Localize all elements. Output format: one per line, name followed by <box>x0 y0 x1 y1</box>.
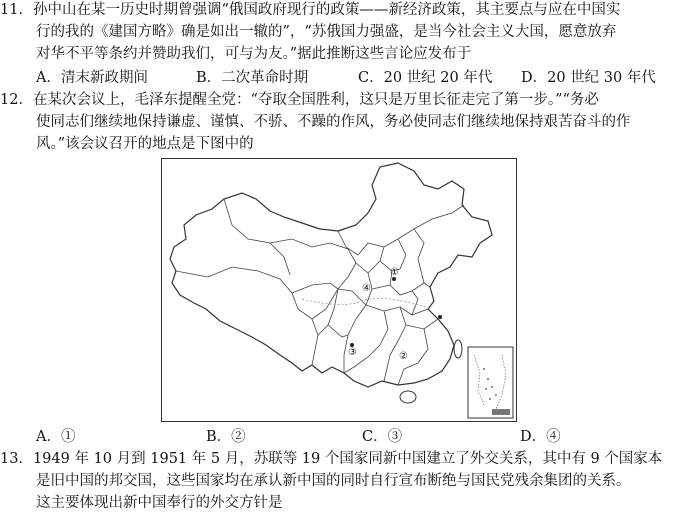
q12-option-d[interactable]: D．④ <box>520 429 561 445</box>
q11-stem-line3: 对华不平等条约并赞助我们，可与为友。”据此推断这些言论应发布于 <box>36 46 472 62</box>
q11-option-c[interactable]: C．20 世纪 20 年代 <box>358 70 493 86</box>
q12-stem-line2: 使同志们继续地保持谦虚、谨慎、不骄、不躁的作风，务必使同志们继续地保持艰苦奋斗的作 <box>36 114 631 130</box>
hainan-island <box>400 391 416 403</box>
inset-caption-block <box>492 409 510 415</box>
q11-options <box>36 68 676 88</box>
province-borders <box>176 199 464 385</box>
q11-option-a[interactable]: A．清末新政期间 <box>36 70 148 86</box>
q12-option-a[interactable]: A．① <box>36 429 76 445</box>
map-marker-3: ③ <box>348 347 357 358</box>
q12-stem-line3: 风。”该会议召开的地点是下图中的 <box>36 136 254 152</box>
q13-stem-line1: 13．1949 年 10 月到 1951 年 5 月，苏联等 19 个国家同新中国建立了外交关系，其中有 9 个国家本 <box>0 451 663 467</box>
map-marker-4: ④ <box>362 283 371 294</box>
china-map-drawing <box>162 159 515 420</box>
q12-stem-line1: 12．在某次会议上，毛泽东提醒全党：“夺取全国胜利，这只是万里长征走完了第一步。”“务必 <box>0 92 599 108</box>
q12-option-b[interactable]: B．② <box>206 429 246 445</box>
city-dot <box>438 315 442 319</box>
map-marker-1: ① <box>390 267 399 278</box>
q13-stem-line3: 这主要体现出新中国奉行的外交方针是 <box>36 495 283 511</box>
south-china-sea-inset <box>468 347 513 418</box>
q13-stem-line2: 是旧中国的邦交国，这些国家均在承认新中国的同时自行宣布断绝与国民党残余集团的关系。 <box>36 473 631 489</box>
river-line <box>302 298 432 309</box>
q11-option-b[interactable]: B．二次革命时期 <box>196 70 309 86</box>
q12-options <box>36 427 676 447</box>
q11-option-d[interactable]: D．20 世纪 30 年代 <box>521 70 656 86</box>
taiwan-island <box>454 340 462 358</box>
china-outline <box>170 163 492 387</box>
map-marker-2: ② <box>399 351 408 362</box>
q11-stem-line1: 11．孙中山在某一历史时期曾强调“俄国政府现行的政策——新经济政策，其主要点与应在中国实 <box>0 2 621 18</box>
china-map-figure <box>161 158 517 422</box>
q12-option-c[interactable]: C．③ <box>362 429 403 445</box>
q11-stem-line2: 行的我的《建国方略》确是如出一辙的”，“苏俄国力强盛，是当今社会主义大国，愿意放弃 <box>36 24 617 40</box>
